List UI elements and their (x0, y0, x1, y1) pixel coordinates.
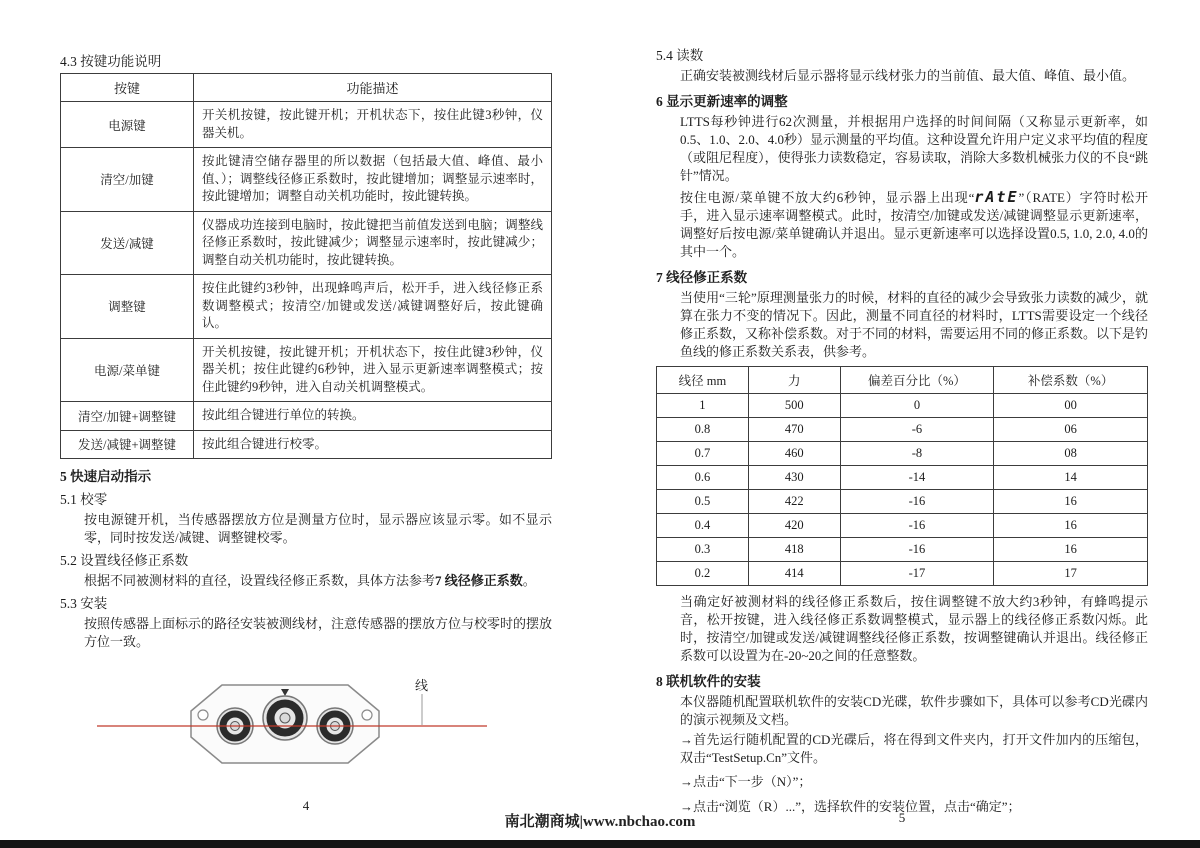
table-row (657, 393, 1148, 417)
table-row (61, 102, 552, 148)
wire-label: 线 (415, 677, 429, 693)
key-name: 调整键 (61, 275, 194, 339)
key-description: 开关机按键，按此键开机；开机状态下，按住此键3秒钟，仪器关机。 (194, 102, 552, 148)
key-description: 按住此键约3秒钟，出现蜂鸣声后，松开手，进入线径修正系数调整模式；按清空/加键或发送/减键调整好后，按此键确认。 (194, 275, 552, 339)
table-row (657, 417, 1148, 441)
table-row (61, 148, 552, 212)
table-row (61, 211, 552, 275)
key-name: 清空/加键+调整键 (61, 402, 194, 431)
page-number-left: 4 (302, 798, 310, 813)
key-table-header-desc: 功能描述 (194, 74, 552, 102)
cell-diameter: 0.3 (657, 537, 749, 561)
section-6-p2-pre: 按住电源/菜单键不放大约6秒钟，显示器上出现“ (680, 189, 975, 205)
cell-compensation: 16 (994, 489, 1148, 513)
cell-diameter: 1 (657, 393, 749, 417)
cell-deviation: -16 (840, 513, 994, 537)
table-row (657, 441, 1148, 465)
key-description: 按此组合键进行校零。 (194, 430, 552, 459)
screw-hole-right-icon (362, 710, 372, 720)
section-6-paragraph-1: LTTS每秒钟进行62次测量，并根据用户选择的时间间隔（又称显示更新率，如0.5、1.0、2.0、4.0秒）显示测量的平均值。这种设置允许用户定义求平均值的程度（或阻尼程度），使得张力读数稳定，容易读取，消除大多数机械张力仪的不良“跳针”情况。 (680, 113, 1149, 183)
cell-diameter: 0.4 (657, 513, 749, 537)
cell-compensation: 06 (994, 417, 1148, 441)
cell-force: 420 (748, 513, 840, 537)
sensor-installation-diagram (92, 677, 522, 775)
section-5-2-period: 。 (522, 572, 536, 588)
cell-deviation: -8 (840, 441, 994, 465)
cell-force: 422 (748, 489, 840, 513)
section-6-p2-post: ”（RATE）字符时松开手，进入显示速率调整模式。此时，按清空/加键或发送/减键调整显示更新速率，调整好后按电源/菜单键确认并退出。显示更新速率可以选择设置0.5, 1.0, 2.0, 4.0的其中一个。 (680, 189, 1148, 260)
cell-deviation: -14 (840, 465, 994, 489)
right-page (656, 44, 1148, 823)
key-description: 仪器成功连接到电脑时，按此键把当前值发送到电脑；调整线径修正系数时，按此键减少；调整显示速率时，按此键减少；调整自动关机功能时，按此键转换。 (194, 211, 552, 275)
key-description: 开关机按键，按此键开机；开机状态下，按住此键3秒钟，仪器关机；按住此键约6秒钟，进入显示更新速率调整模式；按住此键约9秒钟，进入自动关机调整模式。 (194, 338, 552, 402)
watermark-footer: 南北潮商城|www.nbchao.com (504, 814, 696, 830)
page-number-right: 5 (898, 810, 906, 825)
screw-hole-left-icon (198, 710, 208, 720)
corr-header-deviation: 偏差百分比（%） (840, 366, 994, 393)
roller-center (263, 696, 307, 740)
cell-force: 430 (748, 465, 840, 489)
key-table-header-key: 按键 (61, 74, 194, 102)
key-table-header-row (61, 74, 552, 102)
key-description: 按此键清空储存器里的所以数据（包括最大值、峰值、最小值、）；调整线径修正系数时，按此键增加；调整显示速率时，按此键增加；调整自动关机功能时，按此键转换。 (194, 148, 552, 212)
section-5-3-heading: 5.3 安装 (60, 595, 108, 611)
rate-display-text: rAtE (974, 187, 1019, 206)
section-5-2-body (60, 572, 552, 590)
section-4-3-heading: 4.3 按键功能说明 (60, 54, 162, 69)
key-name: 电源/菜单键 (61, 338, 194, 402)
section-7-paragraph-1: 当使用“三轮”原理测量张力的时候，材料的直径的减少会导致张力读数的减少，就算在张力不变的情况下。因此，测量不同直径的材料时，LTTS需要设定一个线径修正系数，又称补偿系数。对于不同的材料，需要运用不同的修正系数。以下是钓鱼线的修正系数关系表，供参考。 (680, 290, 1149, 359)
cell-deviation: -16 (840, 489, 994, 513)
section-7-paragraph-2: 当确定好被测材料的线径修正系数后，按住调整键不放大约3秒钟，有蜂鸣提示音，松开按键，进入线径修正系数调整模式，显示器上的线径修正系数闪烁。此时，按清空/加键或发送/减键调整线径修正系数，按调整键确认并退出。线径修正系数可以设置为在-20~20之间的任意整数。 (680, 593, 1148, 663)
corr-table-header-row (657, 366, 1148, 393)
key-name: 发送/减键 (61, 211, 194, 275)
table-row (657, 537, 1148, 561)
cell-compensation: 17 (994, 561, 1148, 585)
corr-header-force: 力 (748, 366, 840, 393)
section-5-heading: 5 快速启动指示 (60, 469, 152, 484)
section-5-2-ref-bold: 7 线径修正系数 (435, 572, 523, 588)
install-step-2: →点击“下一步（N）”； (680, 774, 812, 790)
section-5-2-text: 根据不同被测材料的直径，设置线径修正系数，具体方法参考 (84, 572, 436, 588)
section-5-1-heading: 5.1 校零 (60, 492, 108, 507)
corr-header-compensation: 补偿系数（%） (994, 366, 1148, 393)
key-name: 电源键 (61, 102, 194, 148)
cell-deviation: -16 (840, 537, 994, 561)
cell-force: 460 (748, 441, 840, 465)
table-row (61, 402, 552, 431)
cell-force: 414 (748, 561, 840, 585)
table-row (61, 275, 552, 339)
cell-compensation: 00 (994, 393, 1148, 417)
table-row (657, 465, 1148, 489)
section-5-3-body: 按照传感器上面标示的路径安装被测线材，注意传感器的摆放方位与校零时的摆放方位一致。 (84, 615, 553, 649)
cell-compensation: 14 (994, 465, 1148, 489)
section-6-paragraph-2 (656, 187, 1148, 262)
cell-diameter: 0.2 (657, 561, 749, 585)
section-8-heading: 8 联机软件的安装 (656, 673, 761, 689)
cell-diameter: 0.6 (657, 465, 749, 489)
key-name: 发送/减键+调整键 (61, 430, 194, 459)
key-function-table (60, 73, 552, 459)
cell-force: 418 (748, 537, 840, 561)
cell-deviation: -17 (840, 561, 994, 585)
section-5-1-body: 按电源键开机，当传感器摆放方位是测量方位时，显示器应该显示零。如不显示零，同时按发送/减键、调整键校零。 (84, 512, 552, 545)
cell-compensation: 16 (994, 537, 1148, 561)
install-step-1: →首先运行随机配置的CD光碟后，将在得到文件夹内，打开文件加内的压缩包，双击“TestSetup.Cn”文件。 (680, 731, 1148, 765)
section-5-4-body: 正确安装被测线材后显示器将显示线材张力的当前值、最大值、峰值、最小值。 (680, 68, 1136, 83)
bottom-edge-bar (0, 840, 1200, 848)
cell-deviation: -6 (840, 417, 994, 441)
corr-header-diameter: 线径 mm (657, 366, 749, 393)
left-page (60, 50, 552, 775)
table-row (61, 430, 552, 459)
cell-force: 470 (748, 417, 840, 441)
correction-coefficient-table (656, 366, 1148, 586)
table-row (657, 513, 1148, 537)
cell-deviation: 0 (840, 393, 994, 417)
section-7-heading: 7 线径修正系数 (656, 270, 748, 286)
cell-diameter: 0.7 (657, 441, 749, 465)
cell-diameter: 0.5 (657, 489, 749, 513)
table-row (61, 338, 552, 402)
cell-compensation: 16 (994, 513, 1148, 537)
cell-compensation: 08 (994, 441, 1148, 465)
key-name: 清空/加键 (61, 148, 194, 212)
section-8-paragraph-1: 本仪器随机配置联机软件的安装CD光碟，软件步骤如下，具体可以参考CD光碟内的演示视频及文档。 (680, 693, 1148, 727)
cell-force: 500 (748, 393, 840, 417)
table-row (657, 489, 1148, 513)
key-description: 按此组合键进行单位的转换。 (194, 402, 552, 431)
sensor-diagram-svg (92, 677, 522, 775)
section-6-heading: 6 显示更新速率的调整 (656, 93, 788, 109)
install-step-3: →点击“浏览（R）...”，选择软件的安装位置，点击“确定”； (680, 799, 1021, 815)
section-5-4-heading: 5.4 读数 (656, 48, 704, 63)
cell-diameter: 0.8 (657, 417, 749, 441)
table-row (657, 561, 1148, 585)
section-5-2-heading: 5.2 设置线径修正系数 (60, 552, 189, 568)
